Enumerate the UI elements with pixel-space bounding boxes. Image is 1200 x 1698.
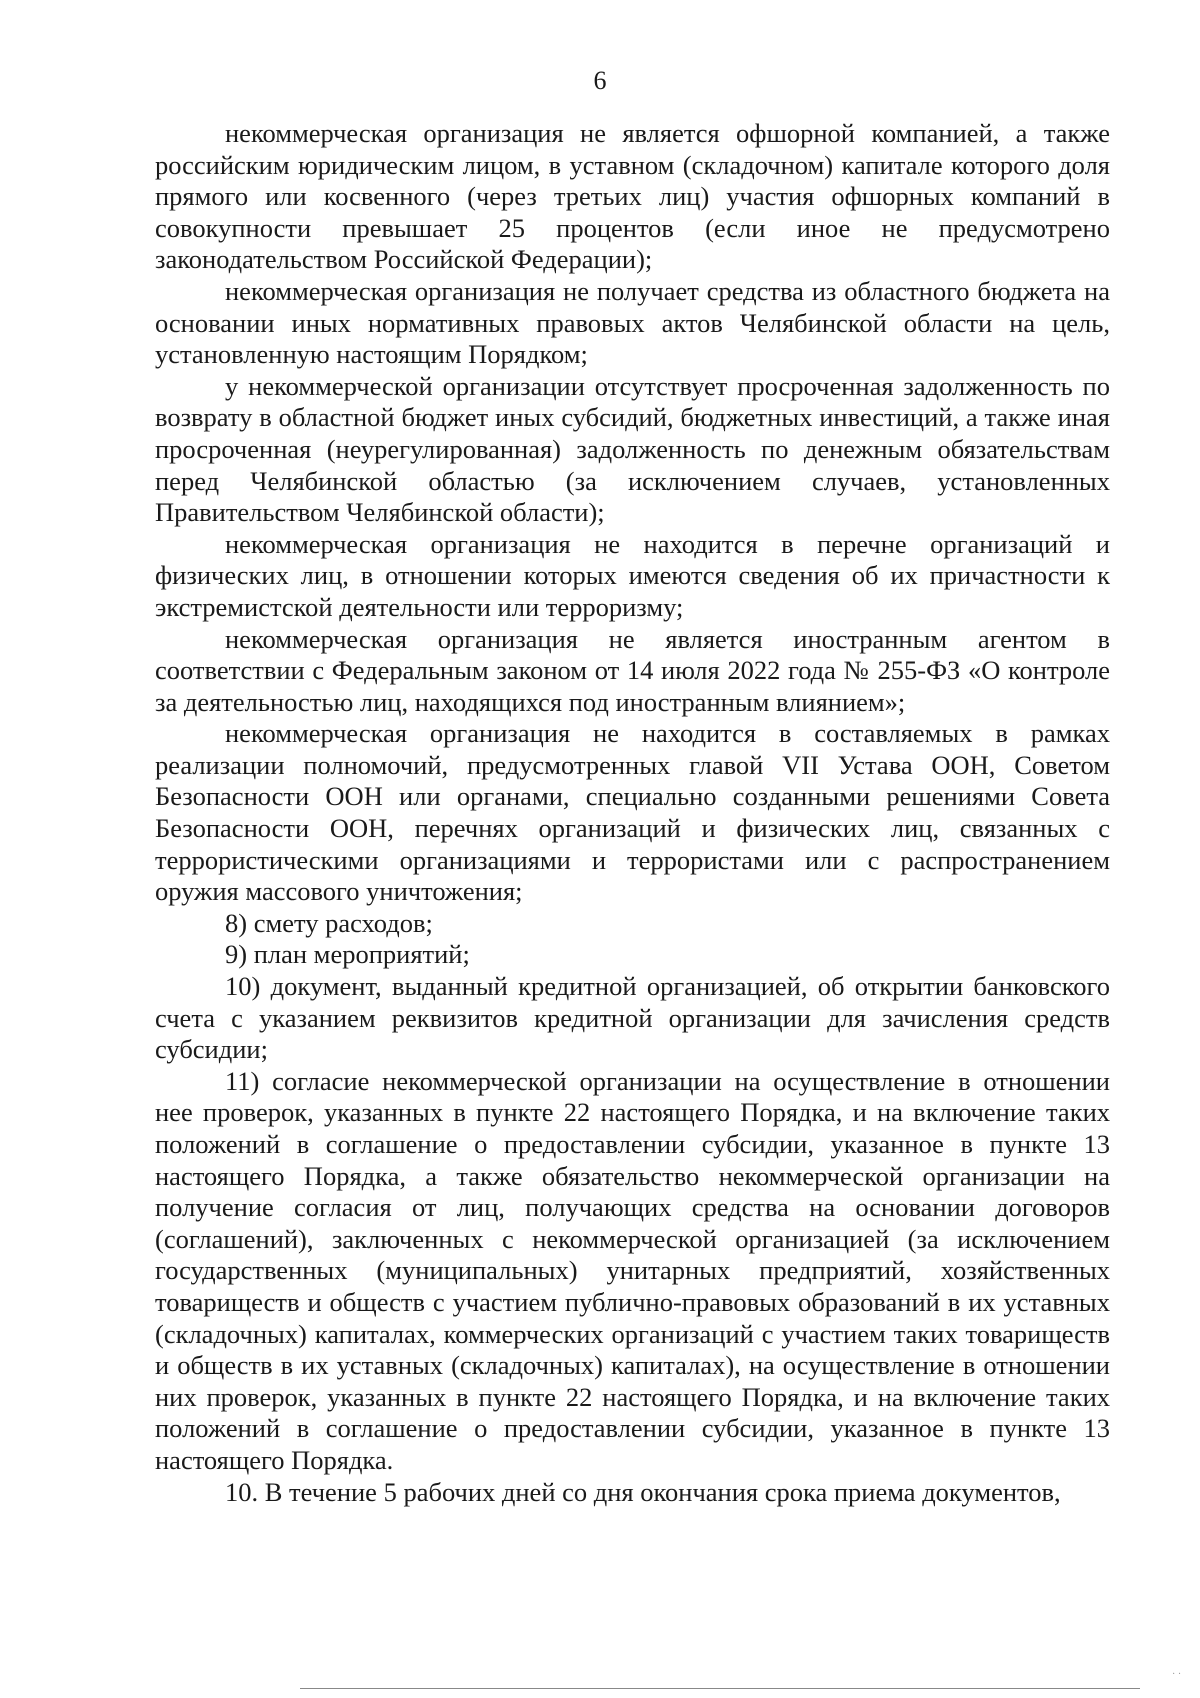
paragraph-no-regional-funds: некоммерческая организация не получает средства из областного бюджета на основании иных нормативных правовых актов Челябинской области на цель, установленную настоящим Порядком; [155, 275, 1110, 370]
list-item-11-audit-consent: 11) согласие некоммерческой организации на осуществление в отношении нее проверок, указанных в пункте 22 настоящего Порядка, и на включение таких положений в соглашение о предоставлении субсидии, указанное в пункте 13 настоящего Порядка, а также обязательство некоммерческой организации на получение согласия от лиц, получающих средства на основании договоров (соглашений), заключенных с некоммерческой организацией (за исключением государственных (муниципальных) унитарных предприятий, хозяйственных товариществ и обществ с участием публично-правовых образований в их уставных (складочных) капиталах, коммерческих организаций с участием таких товариществ и обществ в их уставных (складочных) капиталах), на осуществление в отношении них проверок, указанных в пункте 22 настоящего Порядка, и на включение таких положений в соглашение о предоставлении субсидии, указанное в пункте 13 настоящего Порядка. [155, 1065, 1110, 1475]
paragraph-un-sanctions-list: некоммерческая организация не находится в составляемых в рамках реализации полномочий, предусмотренных главой VII Устава ООН, Советом Безопасности ООН или органами, специально созданными решениями Совета Безопасности ООН, перечнях организаций и физических лиц, связанных с террористическими организациями и террористами или с распространением оружия массового уничтожения; [155, 718, 1110, 907]
scan-edge-line [300, 1688, 1140, 1689]
list-item-9-event-plan: 9) план мероприятий; [225, 939, 470, 970]
paragraph-extremism-list: некоммерческая организация не находится в перечне организаций и физических лиц, в отношении которых имеются сведения об их причастности к экстремистской деятельности или терроризму; [155, 528, 1110, 622]
paragraph-no-overdue-debt: у некоммерческой организации отсутствует просроченная задолженность по возврату в областной бюджет иных субсидий, бюджетных инвестиций, а также иная просроченная (неурегулированная) задолженность по денежным обязательствам перед Челябинской областью (за исключением случаев, установленных Правительством Челябинской области); [155, 370, 1110, 528]
document-body [155, 118, 1110, 1508]
list-item-8-budget-estimate: 8) смету расходов; [225, 907, 433, 938]
page-number: 6 [593, 66, 607, 95]
clause-10-review-period: 10. В течение 5 рабочих дней со дня окончания срока приема документов, [225, 1476, 1061, 1507]
paragraph-offshore-condition: некоммерческая организация не является офшорной компанией, а также российским юридическим лицом, в уставном (складочном) капитале которого доля прямого или косвенного (через третьих лиц) участия офшорных компаний в совокупности превышает 25 процентов (если иное не предусмотрено законодательством Российской Федерации); [155, 118, 1110, 275]
paragraph-foreign-agent: некоммерческая организация не является иностранным агентом в соответствии с Федеральным законом от 14 июля 2022 года № 255-ФЗ «О контроле за деятельностью лиц, находящихся под иностранным влиянием»; [155, 623, 1110, 717]
scan-speck: · · [1172, 1669, 1182, 1680]
list-item-10-bank-account-document: 10) документ, выданный кредитной организацией, об открытии банковского счета с указанием реквизитов кредитной организации для зачисления средств субсидии; [155, 971, 1110, 1065]
